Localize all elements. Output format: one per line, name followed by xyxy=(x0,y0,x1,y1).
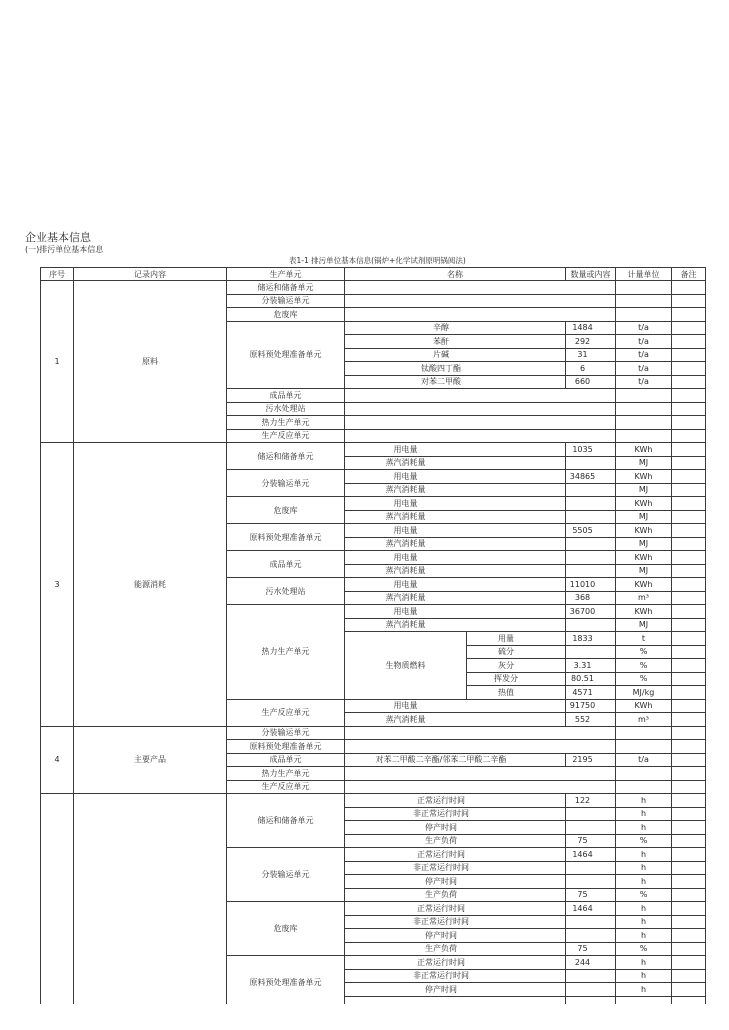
item-name: 蒸汽消耗量 xyxy=(385,539,426,549)
item-remark xyxy=(672,780,706,794)
item-value xyxy=(566,537,616,551)
item-name: 苯酐 xyxy=(345,335,566,349)
item-name: 辛醇 xyxy=(345,321,566,335)
item-measure: % xyxy=(616,942,672,956)
item-remark xyxy=(672,686,706,700)
item-remark xyxy=(672,429,706,443)
item-measure: KWh xyxy=(616,524,672,538)
item-value xyxy=(566,497,616,511)
production-unit: 分装输运单元 xyxy=(227,848,345,902)
item-name-cell xyxy=(345,510,566,524)
item-value: 4571 xyxy=(566,686,616,700)
item-value xyxy=(566,807,616,821)
item-value xyxy=(566,510,616,524)
item-value: 6 xyxy=(566,362,616,376)
item-measure: MJ xyxy=(616,510,672,524)
row-record-content: 主要产品 xyxy=(74,726,227,794)
item-remark xyxy=(672,348,706,362)
item-remark xyxy=(672,294,706,308)
item-name-cell xyxy=(345,578,566,592)
item-remark xyxy=(672,389,706,403)
row-record-content xyxy=(74,794,227,1005)
item-remark xyxy=(672,969,706,983)
item-value: 292 xyxy=(566,335,616,349)
item-remark xyxy=(672,956,706,970)
item-measure: h xyxy=(616,956,672,970)
item-measure: % xyxy=(616,659,672,673)
item-name: 正常运行时间 xyxy=(345,848,566,862)
item-name-cell xyxy=(345,699,566,713)
item-remark xyxy=(672,672,706,686)
item-value: 31 xyxy=(566,348,616,362)
item-name: 蒸汽消耗量 xyxy=(385,566,426,576)
item-measure: h xyxy=(616,807,672,821)
item-value: 552 xyxy=(566,713,616,727)
production-unit: 成品单元 xyxy=(227,753,345,767)
item-remark xyxy=(672,767,706,781)
item-name: 正常运行时间 xyxy=(345,902,566,916)
item-value: 122 xyxy=(566,794,616,808)
header-seq: 序号 xyxy=(41,268,74,281)
item-remark xyxy=(672,996,706,1004)
item-name-cell xyxy=(345,537,566,551)
header-remark: 备注 xyxy=(672,268,706,281)
item-name: 蒸汽消耗量 xyxy=(385,512,426,522)
item-value: 34865 xyxy=(566,470,616,484)
item-value: 244 xyxy=(566,956,616,970)
item-remark xyxy=(672,645,706,659)
production-unit: 原料预处理准备单元 xyxy=(227,321,345,389)
item-measure: t xyxy=(616,632,672,646)
production-unit: 生产反应单元 xyxy=(227,429,345,443)
header-quantity: 数量或内容 xyxy=(566,268,616,281)
item-value xyxy=(566,983,616,997)
item-remark xyxy=(672,726,706,740)
item-name-cell xyxy=(345,470,566,484)
item-name: 非正常运行时间 xyxy=(345,969,566,983)
item-value xyxy=(566,996,616,1004)
production-unit: 污水处理站 xyxy=(227,578,345,605)
production-unit: 分装输运单元 xyxy=(227,726,345,740)
production-unit: 原料预处理准备单元 xyxy=(227,956,345,1005)
item-remark xyxy=(672,929,706,943)
item-remark xyxy=(672,659,706,673)
item-value xyxy=(566,875,616,889)
item-name: 停产时间 xyxy=(345,929,566,943)
item-remark xyxy=(672,510,706,524)
item-value xyxy=(566,456,616,470)
item-measure xyxy=(616,726,672,740)
item-name: 蒸汽消耗量 xyxy=(385,620,426,630)
item-remark xyxy=(672,740,706,754)
item-remark xyxy=(672,578,706,592)
item-name-cell xyxy=(345,456,566,470)
item-measure xyxy=(616,767,672,781)
item-value: 5505 xyxy=(566,524,616,538)
item-value: 1464 xyxy=(566,902,616,916)
item-name: 非正常运行时间 xyxy=(345,915,566,929)
item-measure xyxy=(616,389,672,403)
item-value: 11010 xyxy=(566,578,616,592)
header-name: 名称 xyxy=(345,268,566,281)
item-value xyxy=(566,564,616,578)
item-value: 75 xyxy=(566,942,616,956)
row-seq-no xyxy=(41,794,74,1005)
item-remark xyxy=(672,848,706,862)
item-remark xyxy=(672,618,706,632)
item-name: 蒸汽消耗量 xyxy=(385,458,426,468)
item-value: 91750 xyxy=(566,699,616,713)
table-row xyxy=(41,281,706,295)
item-remark xyxy=(672,321,706,335)
production-unit: 储运和储备单元 xyxy=(227,281,345,295)
item-value: 3.31 xyxy=(566,659,616,673)
item-name xyxy=(345,780,616,794)
item-remark xyxy=(672,564,706,578)
production-unit: 污水处理站 xyxy=(227,402,345,416)
production-unit: 分装输运单元 xyxy=(227,470,345,497)
item-measure xyxy=(616,308,672,322)
item-remark xyxy=(672,915,706,929)
production-unit: 危废库 xyxy=(227,902,345,956)
item-measure: h xyxy=(616,848,672,862)
item-remark xyxy=(672,591,706,605)
item-remark xyxy=(672,632,706,646)
table-head xyxy=(41,268,706,281)
item-measure: KWh xyxy=(616,578,672,592)
production-unit: 热力生产单元 xyxy=(227,605,345,700)
item-name xyxy=(345,416,616,430)
header-measure: 计量单位 xyxy=(616,268,672,281)
item-name: 蒸汽消耗量 xyxy=(385,485,426,495)
item-remark xyxy=(672,524,706,538)
production-unit: 原料预处理准备单元 xyxy=(227,740,345,754)
item-name: 停产时间 xyxy=(345,875,566,889)
item-measure xyxy=(616,402,672,416)
item-measure: t/a xyxy=(616,375,672,389)
item-measure xyxy=(616,416,672,430)
item-value xyxy=(566,969,616,983)
item-name: 非正常运行时间 xyxy=(345,807,566,821)
item-measure: % xyxy=(616,834,672,848)
item-measure: % xyxy=(616,888,672,902)
table-body xyxy=(41,281,706,1005)
item-measure: % xyxy=(616,645,672,659)
production-unit: 成品单元 xyxy=(227,389,345,403)
item-name-cell xyxy=(345,524,566,538)
item-measure: h xyxy=(616,983,672,997)
item-measure xyxy=(616,429,672,443)
item-value: 80.51 xyxy=(566,672,616,686)
item-remark xyxy=(672,551,706,565)
item-value xyxy=(566,645,616,659)
item-remark xyxy=(672,983,706,997)
item-name: 用电量 xyxy=(393,444,418,454)
item-measure xyxy=(616,281,672,295)
item-remark xyxy=(672,470,706,484)
item-name: 钛酸四丁酯 xyxy=(345,362,566,376)
production-unit: 原料预处理准备单元 xyxy=(227,524,345,551)
item-name xyxy=(345,996,566,1004)
item-remark xyxy=(672,483,706,497)
item-name-cell xyxy=(345,591,566,605)
item-measure: KWh xyxy=(616,605,672,619)
item-name: 正常运行时间 xyxy=(345,956,566,970)
item-measure: KWh xyxy=(616,551,672,565)
item-measure: h xyxy=(616,929,672,943)
item-remark xyxy=(672,861,706,875)
table-row xyxy=(41,443,706,457)
item-value: 660 xyxy=(566,375,616,389)
item-measure: m³ xyxy=(616,591,672,605)
item-measure: m³ xyxy=(616,713,672,727)
item-name: 生产负荷 xyxy=(345,834,566,848)
production-unit: 储运和储备单元 xyxy=(227,794,345,848)
item-measure xyxy=(616,996,672,1004)
table-caption: 表1-1 排污单位基本信息(锅炉+化学试剂原明锅阅法) xyxy=(289,256,466,265)
item-name-cell xyxy=(345,605,566,619)
item-name xyxy=(345,308,616,322)
item-value: 75 xyxy=(566,888,616,902)
item-name: 用电量 xyxy=(393,579,418,589)
fuel-name: 生物质燃料 xyxy=(345,632,467,700)
item-value: 1484 xyxy=(566,321,616,335)
header-unit: 生产单元 xyxy=(227,268,345,281)
item-name: 蒸汽消耗量 xyxy=(385,714,426,724)
production-unit: 危废库 xyxy=(227,497,345,524)
item-value: 2195 xyxy=(566,753,616,767)
fuel-property-name: 硫分 xyxy=(467,645,566,659)
item-value xyxy=(566,929,616,943)
item-name: 停产时间 xyxy=(345,821,566,835)
production-unit: 热力生产单元 xyxy=(227,767,345,781)
item-name: 生产负荷 xyxy=(345,888,566,902)
item-name: 对苯二甲酸 xyxy=(345,375,566,389)
item-measure: t/a xyxy=(616,321,672,335)
production-unit: 分装输运单元 xyxy=(227,294,345,308)
table-viewport xyxy=(40,267,706,1004)
item-name: 用电量 xyxy=(393,498,418,508)
item-value: 1035 xyxy=(566,443,616,457)
item-measure: h xyxy=(616,821,672,835)
item-name: 对苯二甲酸二辛酯/邻苯二甲酸二辛酯 xyxy=(345,753,566,767)
item-name: 非正常运行时间 xyxy=(345,861,566,875)
item-measure xyxy=(616,740,672,754)
table-row xyxy=(41,794,706,808)
item-measure: KWh xyxy=(616,497,672,511)
item-measure: MJ xyxy=(616,618,672,632)
item-name xyxy=(345,726,616,740)
item-name-cell xyxy=(345,564,566,578)
item-name xyxy=(345,281,616,295)
item-name xyxy=(345,294,616,308)
item-remark xyxy=(672,443,706,457)
item-value xyxy=(566,483,616,497)
item-remark xyxy=(672,888,706,902)
header-record: 记录内容 xyxy=(74,268,227,281)
item-name-cell xyxy=(345,483,566,497)
item-value xyxy=(566,618,616,632)
item-name: 用电量 xyxy=(393,552,418,562)
item-measure: h xyxy=(616,902,672,916)
item-measure: h xyxy=(616,794,672,808)
item-value: 1464 xyxy=(566,848,616,862)
row-record-content: 原料 xyxy=(74,281,227,443)
item-name xyxy=(345,389,616,403)
item-measure: t/a xyxy=(616,335,672,349)
item-measure: t/a xyxy=(616,348,672,362)
item-value: 75 xyxy=(566,834,616,848)
subsection-heading: (一)排污单位基本信息 xyxy=(25,245,104,254)
item-measure: h xyxy=(616,861,672,875)
item-measure: h xyxy=(616,875,672,889)
item-measure: t/a xyxy=(616,753,672,767)
item-name: 正常运行时间 xyxy=(345,794,566,808)
fuel-property-name: 灰分 xyxy=(467,659,566,673)
item-measure: KWh xyxy=(616,470,672,484)
production-unit: 生产反应单元 xyxy=(227,699,345,726)
item-remark xyxy=(672,416,706,430)
section-heading: 企业基本信息 xyxy=(25,231,91,244)
item-remark xyxy=(672,713,706,727)
item-remark xyxy=(672,497,706,511)
item-value xyxy=(566,861,616,875)
item-measure: MJ xyxy=(616,564,672,578)
item-measure xyxy=(616,780,672,794)
item-remark xyxy=(672,875,706,889)
item-measure: MJ xyxy=(616,537,672,551)
production-unit: 成品单元 xyxy=(227,551,345,578)
item-measure: % xyxy=(616,672,672,686)
item-name: 用电量 xyxy=(393,606,418,616)
row-seq-no: 3 xyxy=(41,443,74,727)
item-remark xyxy=(672,456,706,470)
item-remark xyxy=(672,362,706,376)
item-name-cell xyxy=(345,551,566,565)
row-seq-no: 1 xyxy=(41,281,74,443)
item-remark xyxy=(672,699,706,713)
row-record-content: 能源消耗 xyxy=(74,443,227,727)
item-remark xyxy=(672,942,706,956)
item-measure: KWh xyxy=(616,699,672,713)
item-measure: MJ/kg xyxy=(616,686,672,700)
item-remark xyxy=(672,308,706,322)
item-remark xyxy=(672,402,706,416)
basic-info-table xyxy=(40,267,706,1004)
item-name-cell xyxy=(345,497,566,511)
item-value: 36700 xyxy=(566,605,616,619)
item-remark xyxy=(672,537,706,551)
item-remark xyxy=(672,753,706,767)
item-name: 片碱 xyxy=(345,348,566,362)
item-name-cell xyxy=(345,443,566,457)
item-measure: KWh xyxy=(616,443,672,457)
item-remark xyxy=(672,807,706,821)
item-value: 1833 xyxy=(566,632,616,646)
item-value xyxy=(566,821,616,835)
item-name: 生产负荷 xyxy=(345,942,566,956)
item-remark xyxy=(672,794,706,808)
item-remark xyxy=(672,335,706,349)
table-row xyxy=(41,726,706,740)
fuel-property-name: 挥发分 xyxy=(467,672,566,686)
fuel-property-name: 用量 xyxy=(467,632,566,646)
item-name xyxy=(345,402,616,416)
item-name: 用电量 xyxy=(393,471,418,481)
row-seq-no: 4 xyxy=(41,726,74,794)
item-name: 蒸汽消耗量 xyxy=(385,593,426,603)
item-measure: h xyxy=(616,969,672,983)
item-remark xyxy=(672,902,706,916)
fuel-property-name: 热值 xyxy=(467,686,566,700)
item-name: 用电量 xyxy=(393,701,418,711)
item-remark xyxy=(672,605,706,619)
item-name xyxy=(345,767,616,781)
item-remark xyxy=(672,281,706,295)
item-name xyxy=(345,740,616,754)
production-unit: 储运和储备单元 xyxy=(227,443,345,470)
item-name: 停产时间 xyxy=(345,983,566,997)
item-name: 用电量 xyxy=(393,525,418,535)
item-measure: MJ xyxy=(616,483,672,497)
item-measure: t/a xyxy=(616,362,672,376)
production-unit: 生产反应单元 xyxy=(227,780,345,794)
production-unit: 危废库 xyxy=(227,308,345,322)
item-measure xyxy=(616,294,672,308)
item-remark xyxy=(672,834,706,848)
table-header-row xyxy=(41,268,706,281)
item-name xyxy=(345,429,616,443)
item-remark xyxy=(672,821,706,835)
item-name-cell xyxy=(345,618,566,632)
item-value xyxy=(566,551,616,565)
item-value xyxy=(566,915,616,929)
item-name-cell xyxy=(345,713,566,727)
item-value: 368 xyxy=(566,591,616,605)
production-unit: 热力生产单元 xyxy=(227,416,345,430)
item-measure: MJ xyxy=(616,456,672,470)
item-remark xyxy=(672,375,706,389)
item-measure: h xyxy=(616,915,672,929)
